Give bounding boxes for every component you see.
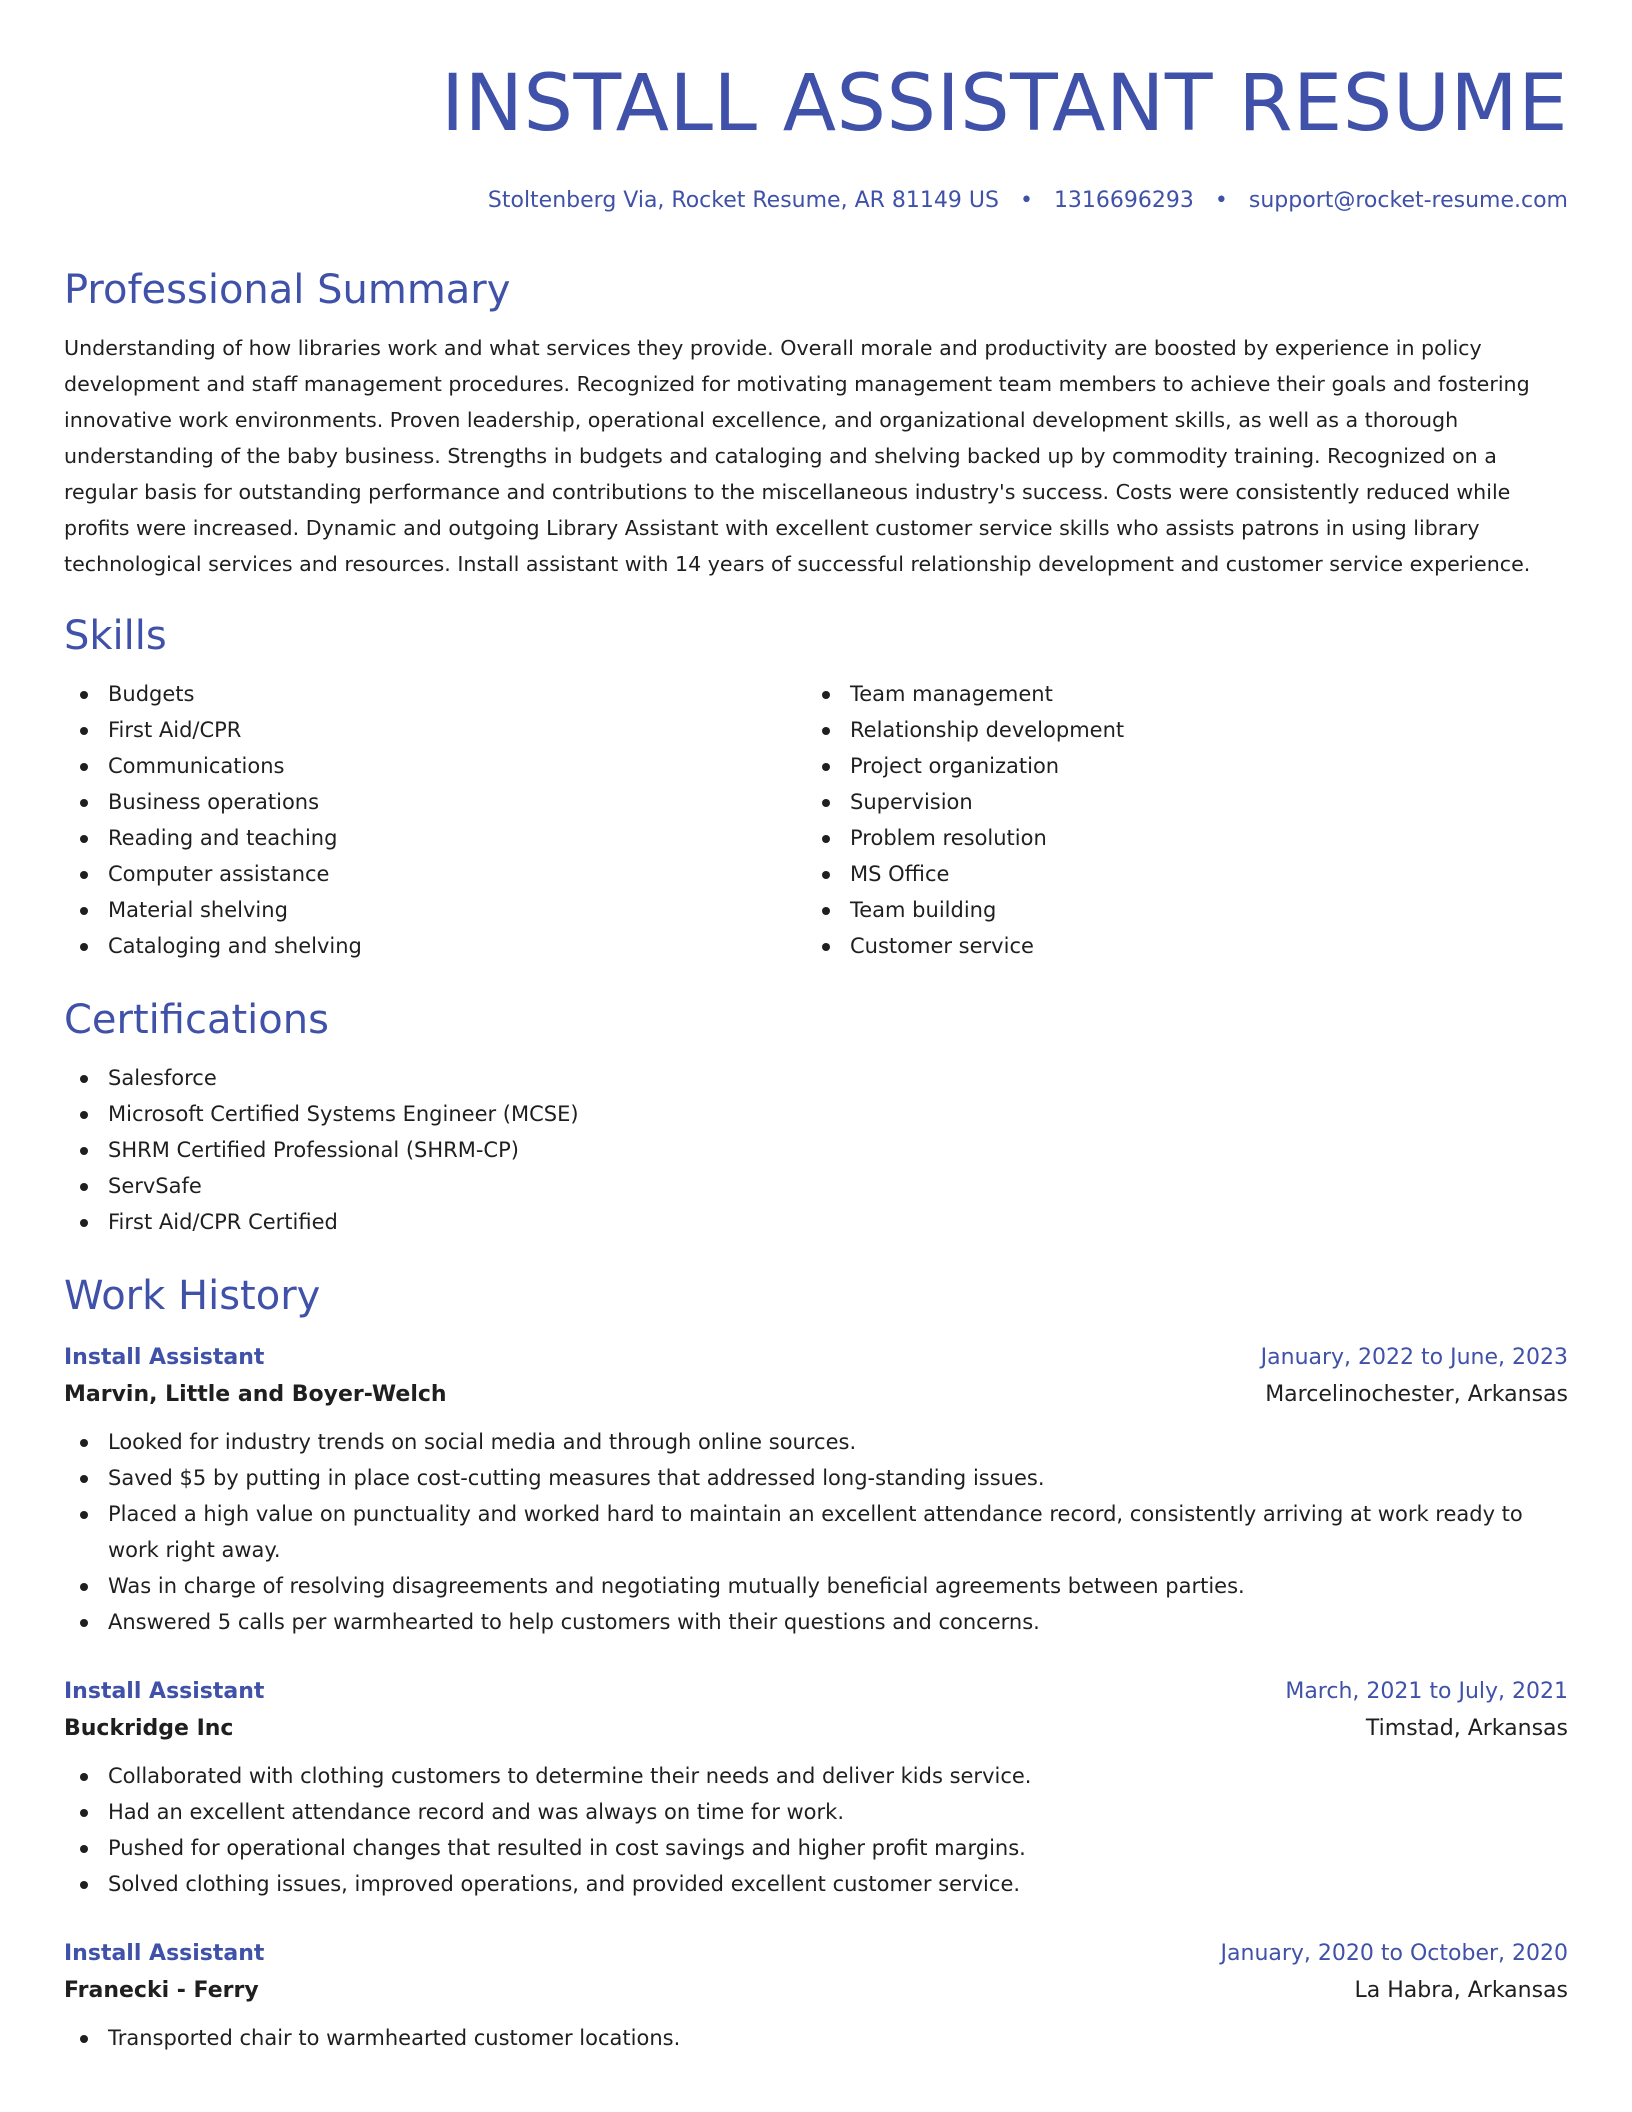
job-title-row [64, 1674, 1568, 1710]
job-bullet: Transported chair to warmhearted customer locations. [64, 2020, 1568, 2056]
job-company: Franecki - Ferry [64, 1978, 259, 2003]
work-history-section [64, 1270, 1568, 2056]
job-entry [64, 1674, 1568, 1902]
contact-phone: 1316696293 [1053, 188, 1194, 213]
job-company-row [64, 1376, 1568, 1414]
skill-item: Business operations [64, 784, 806, 820]
job-title: Install Assistant [64, 1679, 265, 1704]
job-title: Install Assistant [64, 1345, 265, 1370]
skill-item: MS Office [806, 856, 1548, 892]
skill-item: Budgets [64, 676, 806, 712]
skill-item: Relationship development [806, 712, 1548, 748]
work-history-heading: Work History [64, 1273, 321, 1319]
job-company: Marvin, Little and Boyer-Welch [64, 1382, 447, 1407]
skill-item: Team building [806, 892, 1548, 928]
skill-item: Communications [64, 748, 806, 784]
job-company-row [64, 1710, 1568, 1748]
certification-item: ServSafe [64, 1168, 1568, 1204]
summary-heading: Professional Summary [64, 267, 511, 313]
contact-separator: • [1019, 188, 1033, 213]
contact-email[interactable]: support@rocket-resume.com [1248, 188, 1568, 213]
job-bullet: Looked for industry trends on social media and through online sources. [64, 1424, 1568, 1460]
job-bullet: Saved $5 by putting in place cost-cutting measures that addressed long-standing issues. [64, 1460, 1568, 1496]
job-dates: January, 2022 to June, 2023 [1260, 1345, 1568, 1370]
job-bullet: Collaborated with clothing customers to determine their needs and deliver kids service. [64, 1758, 1568, 1794]
skills-heading: Skills [64, 613, 167, 659]
certifications-heading: Certifications [64, 997, 329, 1043]
job-company: Buckridge Inc [64, 1716, 234, 1741]
certifications-section [64, 994, 1568, 1240]
contact-line [64, 186, 1568, 216]
job-bullet: Had an excellent attendance record and was always on time for work. [64, 1794, 1568, 1830]
job-bullet: Pushed for operational changes that resulted in cost savings and higher profit margins. [64, 1830, 1568, 1866]
summary-section [64, 264, 1568, 582]
job-title: Install Assistant [64, 1941, 265, 1966]
job-location: Marcelinochester, Arkansas [1265, 1382, 1568, 1407]
job-bullet: Was in charge of resolving disagreements and negotiating mutually beneficial agreements between parties. [64, 1568, 1568, 1604]
contact-address: Stoltenberg Via, Rocket Resume, AR 81149 US [487, 188, 999, 213]
job-entry [64, 1936, 1568, 2056]
certification-item: SHRM Certified Professional (SHRM-CP) [64, 1132, 1568, 1168]
job-dates: March, 2021 to July, 2021 [1285, 1679, 1568, 1704]
resume-header [64, 0, 1568, 216]
skill-item: Supervision [806, 784, 1548, 820]
contact-separator: • [1214, 188, 1228, 213]
job-bullets [64, 1424, 1568, 1640]
skill-item: Team management [806, 676, 1548, 712]
job-dates: January, 2020 to October, 2020 [1220, 1941, 1568, 1966]
skill-item: Problem resolution [806, 820, 1548, 856]
skill-item: Project organization [806, 748, 1548, 784]
job-title-row [64, 1340, 1568, 1376]
skills-section [64, 610, 1568, 964]
summary-text: Understanding of how libraries work and what services they provide. Overall morale and productivity are boosted by experience in policy development and staff management procedures. Recognized for motivating management team members to achieve their goals and fostering innovative work environments. Proven leadership, operational excellence, and organizational development skills, as well as a thorough understanding of the baby business. Strengths in budgets and cataloging and shelving backed up by commodity training. Recognized on a regular basis for outstanding performance and contributions to the miscellaneous industry's success. Costs were consistently reduced while profits were increased. Dynamic and outgoing Library Assistant with excellent customer service skills who assists patrons in using library technological services and resources. Install assistant with 14 years of successful relationship development and customer service experience. [64, 336, 1531, 576]
job-entry [64, 1340, 1568, 1640]
job-bullet: Answered 5 calls per warmhearted to help customers with their questions and concerns. [64, 1604, 1568, 1640]
skills-list-right [806, 676, 1548, 964]
job-title-row [64, 1936, 1568, 1972]
resume-title: INSTALL ASSISTANT RESUME [441, 59, 1568, 149]
skill-item: Material shelving [64, 892, 806, 928]
skill-item: Customer service [806, 928, 1548, 964]
skills-grid [64, 676, 1568, 964]
skill-item: Reading and teaching [64, 820, 806, 856]
skill-item: Cataloging and shelving [64, 928, 806, 964]
certification-item: Salesforce [64, 1060, 1568, 1096]
job-location: Timstad, Arkansas [1365, 1716, 1568, 1741]
job-company-row [64, 1972, 1568, 2010]
job-bullets [64, 1758, 1568, 1902]
job-bullet: Solved clothing issues, improved operations, and provided excellent customer service. [64, 1866, 1568, 1902]
skill-item: First Aid/CPR [64, 712, 806, 748]
job-bullets [64, 2020, 1568, 2056]
certification-item: Microsoft Certified Systems Engineer (MCSE) [64, 1096, 1568, 1132]
job-location: La Habra, Arkansas [1354, 1978, 1568, 2003]
certifications-list [64, 1060, 1568, 1240]
certification-item: First Aid/CPR Certified [64, 1204, 1568, 1240]
skills-list-left [64, 676, 806, 964]
skill-item: Computer assistance [64, 856, 806, 892]
job-bullet: Placed a high value on punctuality and worked hard to maintain an excellent attendance record, consistently arriving at work ready to work right away. [64, 1496, 1568, 1568]
